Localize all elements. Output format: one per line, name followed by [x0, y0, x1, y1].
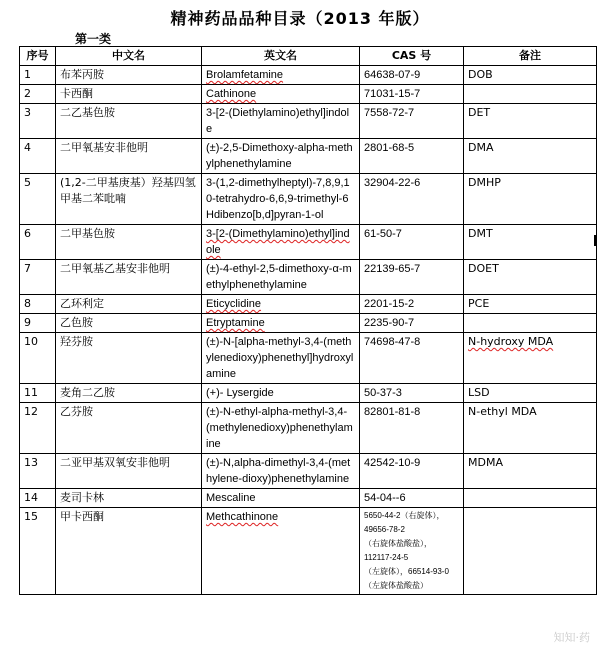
row-en: (±)-N-[alpha-methyl-3,4-(methylenedioxy)phenethyl]hydroxylamine: [202, 333, 360, 384]
row-cas: 82801-81-8: [360, 403, 464, 454]
row-note: PCE: [464, 295, 597, 314]
page-edge-mark: [594, 235, 597, 246]
row-no: 14: [20, 489, 56, 508]
row-cas: 32904-22-6: [360, 174, 464, 225]
row-cas: 54-04--6: [360, 489, 464, 508]
cas-line: （左旋体盐酸盐）: [364, 581, 428, 590]
row-en: (±)-4-ethyl-2,5-dimethoxy-α-methylphenethylamine: [202, 260, 360, 295]
cas-line: 5650-44-2（右旋体），: [364, 511, 445, 520]
table-row: [20, 333, 597, 384]
table-row: [20, 260, 597, 295]
row-note: [464, 85, 597, 104]
row-no: 3: [20, 104, 56, 139]
row-en-text: Etryptamine: [206, 317, 265, 329]
row-cn: 二亚甲基双氧安非他明: [56, 454, 202, 489]
table-row: [20, 174, 597, 225]
row-no: 7: [20, 260, 56, 295]
row-en-text: Brolamfetamine: [206, 69, 284, 81]
row-en: 3-[2-(Diethylamino)ethyl]indole: [202, 104, 360, 139]
row-no: 1: [20, 66, 56, 85]
table-header-row: [20, 47, 597, 66]
row-cn: 乙芬胺: [56, 403, 202, 454]
row-en: (+)- Lysergide: [202, 384, 360, 403]
row-cas: 2201-15-2: [360, 295, 464, 314]
row-note: N-ethyl MDA: [464, 403, 597, 454]
row-cn: 乙环利定: [56, 295, 202, 314]
row-cas: 7558-72-7: [360, 104, 464, 139]
row-en-text: Cathinone: [206, 88, 257, 100]
row-note-text: N-hydroxy MDA: [468, 335, 554, 348]
row-no: 11: [20, 384, 56, 403]
row-cn: 二甲基色胺: [56, 225, 202, 260]
row-cn: 乙色胺: [56, 314, 202, 333]
row-en-text: Methcathinone: [206, 511, 279, 523]
row-cn: 甲卡西酮: [56, 508, 202, 595]
row-en-text: 3-[2-(Dimethylamino)ethyl]indole: [206, 228, 350, 256]
table-row: [20, 384, 597, 403]
row-no: 9: [20, 314, 56, 333]
header-no: 序号: [20, 47, 56, 66]
row-cas: 50-37-3: [360, 384, 464, 403]
row-cn: (1,2-二甲基庚基）羟基四氢甲基二苯吡喃: [56, 174, 202, 225]
row-en: Mescaline: [202, 489, 360, 508]
row-cn: 布苯丙胺: [56, 66, 202, 85]
row-no: 8: [20, 295, 56, 314]
row-en: [202, 66, 360, 85]
watermark: 知知·药: [553, 631, 590, 644]
row-note: DOB: [464, 66, 597, 85]
header-english-name: 英文名: [202, 47, 360, 66]
row-en: [202, 314, 360, 333]
row-no: 10: [20, 333, 56, 384]
cas-line: （右旋体盐酸盐），: [364, 539, 432, 548]
row-note: [464, 508, 597, 595]
row-note: MDMA: [464, 454, 597, 489]
table-row: [20, 489, 597, 508]
row-en: [202, 85, 360, 104]
row-cas: 71031-15-7: [360, 85, 464, 104]
row-cas: 42542-10-9: [360, 454, 464, 489]
row-no: 6: [20, 225, 56, 260]
row-no: 5: [20, 174, 56, 225]
row-cn: 羟芬胺: [56, 333, 202, 384]
row-note: [464, 314, 597, 333]
cas-line: 112117-24-5: [364, 553, 409, 562]
row-cn: 二乙基色胺: [56, 104, 202, 139]
row-note: DOET: [464, 260, 597, 295]
row-note: DET: [464, 104, 597, 139]
table-row: [20, 139, 597, 174]
row-no: 4: [20, 139, 56, 174]
row-cas: 74698-47-8: [360, 333, 464, 384]
row-no: 12: [20, 403, 56, 454]
row-cn: 卡西酮: [56, 85, 202, 104]
row-en-text: Eticyclidine: [206, 298, 262, 310]
table-row: [20, 225, 597, 260]
row-cn: 二甲氧基乙基安非他明: [56, 260, 202, 295]
cas-line: 49656-78-2: [364, 525, 405, 534]
row-cas: 64638-07-9: [360, 66, 464, 85]
row-cas: 22139-65-7: [360, 260, 464, 295]
table-row: [20, 314, 597, 333]
row-no: 13: [20, 454, 56, 489]
row-en: 3-(1,2-dimethylheptyl)-7,8,9,10-tetrahydro-6,6,9-trimethyl-6Hdibenzo[b,d]pyran-1-ol: [202, 174, 360, 225]
row-note: DMHP: [464, 174, 597, 225]
page-title: 精神药品品种目录（2013 年版）: [170, 9, 430, 28]
row-en: (±)-2,5-Dimethoxy-alpha-methylphenethylamine: [202, 139, 360, 174]
row-cas: [360, 508, 464, 595]
row-cn: 二甲氧基安非他明: [56, 139, 202, 174]
table-row: [20, 454, 597, 489]
row-note: DMA: [464, 139, 597, 174]
header-chinese-name: 中文名: [56, 47, 202, 66]
row-en: [202, 225, 360, 260]
table-row: [20, 403, 597, 454]
row-note: DMT: [464, 225, 597, 260]
row-en: (±)-N-ethyl-alpha-methyl-3,4-(methylenedioxy)phenethylamine: [202, 403, 360, 454]
row-en: [202, 295, 360, 314]
table-row: [20, 104, 597, 139]
table-row: [20, 85, 597, 104]
row-cn: 麦司卡林: [56, 489, 202, 508]
row-cn: 麦角二乙胺: [56, 384, 202, 403]
row-note: [464, 489, 597, 508]
table-row: [20, 66, 597, 85]
row-note: [464, 333, 597, 384]
row-en: [202, 508, 360, 595]
row-cas: 2801-68-5: [360, 139, 464, 174]
table-row: [20, 508, 597, 595]
header-note: 备注: [464, 47, 597, 66]
row-no: 15: [20, 508, 56, 595]
section-label: 第一类: [75, 32, 112, 46]
header-cas: CAS 号: [360, 47, 464, 66]
table-row: [20, 295, 597, 314]
row-en: (±)-N,alpha-dimethyl-3,4-(methylene-dioxy)phenethylamine: [202, 454, 360, 489]
cas-line: （左旋体），66514-93-0: [364, 567, 449, 576]
drug-catalog-table: [19, 46, 597, 595]
row-cas: 61-50-7: [360, 225, 464, 260]
row-note: LSD: [464, 384, 597, 403]
row-cas: 2235-90-7: [360, 314, 464, 333]
row-no: 2: [20, 85, 56, 104]
